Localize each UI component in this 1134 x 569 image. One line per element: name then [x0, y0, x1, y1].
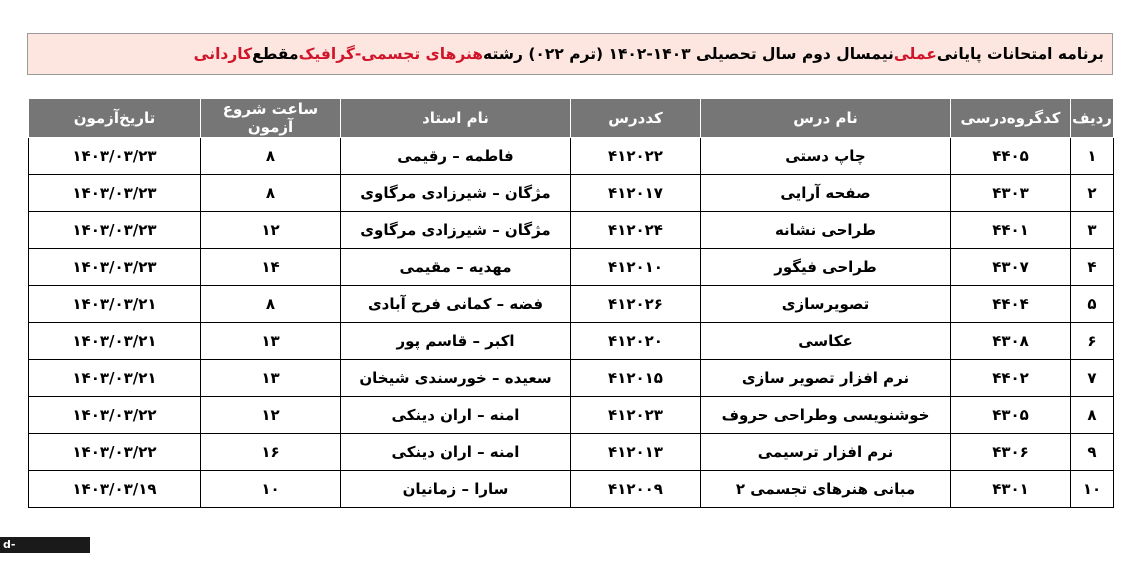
- cell-group-code: ۴۳۰۸: [951, 323, 1071, 360]
- cell-date: ۱۴۰۳/۰۳/۲۳: [29, 175, 201, 212]
- cell-teacher: امنه – اران دینکی: [341, 434, 571, 471]
- table-row: [29, 175, 1114, 212]
- header-course-name: نام درس: [701, 99, 951, 138]
- cell-date: ۱۴۰۳/۰۳/۲۱: [29, 286, 201, 323]
- cell-start-time: ۸: [201, 286, 341, 323]
- cell-course-name: نرم افزار تصویر سازی: [701, 360, 951, 397]
- cell-date: ۱۴۰۳/۰۳/۲۳: [29, 249, 201, 286]
- cell-course-code: ۴۱۲۰۲۳: [571, 397, 701, 434]
- cell-start-time: ۱۳: [201, 360, 341, 397]
- table-row: [29, 212, 1114, 249]
- cell-teacher: مژگان – شیرزادی مرگاوی: [341, 212, 571, 249]
- cell-group-code: ۴۳۰۵: [951, 397, 1071, 434]
- cell-course-name: نرم افزار ترسیمی: [701, 434, 951, 471]
- table-row: [29, 286, 1114, 323]
- cell-row-number: ۱۰: [1071, 471, 1114, 508]
- cell-row-number: ۴: [1071, 249, 1114, 286]
- site-watermark: d-sari.tvu.ac.ir: [0, 537, 90, 553]
- cell-teacher: مهدیه – مقیمی: [341, 249, 571, 286]
- cell-course-name: چاپ دستی: [701, 138, 951, 175]
- table-row: [29, 471, 1114, 508]
- title-part-4: هنرهای تجسمی-گرافیک: [298, 45, 484, 63]
- cell-start-time: ۱۲: [201, 397, 341, 434]
- cell-course-name: خوشنویسی وطراحی حروف: [701, 397, 951, 434]
- header-date: تاریخ‌آزمون: [29, 99, 201, 138]
- page-title: [27, 33, 1113, 75]
- cell-course-code: ۴۱۲۰۱۳: [571, 434, 701, 471]
- cell-course-name: طراحی فیگور: [701, 249, 951, 286]
- cell-start-time: ۱۴: [201, 249, 341, 286]
- cell-teacher: امنه – اران دینکی: [341, 397, 571, 434]
- cell-teacher: اکبر – قاسم پور: [341, 323, 571, 360]
- cell-course-code: ۴۱۲۰۱۷: [571, 175, 701, 212]
- exam-schedule-table: [28, 98, 1114, 508]
- cell-date: ۱۴۰۳/۰۳/۱۹: [29, 471, 201, 508]
- cell-teacher: سعیده – خورسندی شیخان: [341, 360, 571, 397]
- cell-teacher: فضه – کمانی فرح آبادی: [341, 286, 571, 323]
- cell-course-code: ۴۱۲۰۲۶: [571, 286, 701, 323]
- header-row-number: ردیف: [1071, 99, 1114, 138]
- cell-course-name: عکاسی: [701, 323, 951, 360]
- cell-course-name: صفحه آرایی: [701, 175, 951, 212]
- table-row: [29, 138, 1114, 175]
- title-part-5: مقطع: [252, 45, 299, 63]
- title-part-3: نیمسال دوم سال تحصیلی ۱۴۰۳-۱۴۰۲ (ترم ۰۲۲) رشته: [483, 45, 894, 63]
- title-part-6: کاردانی: [193, 45, 253, 63]
- title-part-2: عملی: [893, 45, 937, 63]
- cell-course-name: تصویرسازی: [701, 286, 951, 323]
- header-course-code: کددرس: [571, 99, 701, 138]
- cell-course-name: طراحی نشانه: [701, 212, 951, 249]
- cell-date: ۱۴۰۳/۰۳/۲۲: [29, 434, 201, 471]
- cell-teacher: مژگان – شیرزادی مرگاوی: [341, 175, 571, 212]
- cell-course-name: مبانی هنرهای تجسمی ۲: [701, 471, 951, 508]
- header-teacher: نام استاد: [341, 99, 571, 138]
- cell-start-time: ۸: [201, 175, 341, 212]
- header-start-time: ساعت شروع آزمون: [201, 99, 341, 138]
- cell-row-number: ۵: [1071, 286, 1114, 323]
- cell-course-code: ۴۱۲۰۱۵: [571, 360, 701, 397]
- cell-start-time: ۱۳: [201, 323, 341, 360]
- cell-group-code: ۴۳۰۷: [951, 249, 1071, 286]
- cell-group-code: ۴۳۰۱: [951, 471, 1071, 508]
- cell-group-code: ۴۳۰۶: [951, 434, 1071, 471]
- table-row: [29, 360, 1114, 397]
- cell-date: ۱۴۰۳/۰۳/۲۳: [29, 138, 201, 175]
- cell-teacher: سارا – زمانیان: [341, 471, 571, 508]
- cell-group-code: ۴۴۰۲: [951, 360, 1071, 397]
- cell-start-time: ۱۲: [201, 212, 341, 249]
- cell-course-code: ۴۱۲۰۲۴: [571, 212, 701, 249]
- cell-row-number: ۹: [1071, 434, 1114, 471]
- cell-start-time: ۸: [201, 138, 341, 175]
- cell-row-number: ۳: [1071, 212, 1114, 249]
- cell-teacher: فاطمه – رقیمی: [341, 138, 571, 175]
- cell-row-number: ۷: [1071, 360, 1114, 397]
- cell-row-number: ۱: [1071, 138, 1114, 175]
- cell-row-number: ۲: [1071, 175, 1114, 212]
- cell-row-number: ۶: [1071, 323, 1114, 360]
- cell-group-code: ۴۴۰۱: [951, 212, 1071, 249]
- cell-start-time: ۱۶: [201, 434, 341, 471]
- table-row: [29, 323, 1114, 360]
- table-row: [29, 249, 1114, 286]
- cell-group-code: ۴۳۰۳: [951, 175, 1071, 212]
- cell-course-code: ۴۱۲۰۲۲: [571, 138, 701, 175]
- cell-date: ۱۴۰۳/۰۳/۲۳: [29, 212, 201, 249]
- table-row: [29, 397, 1114, 434]
- cell-start-time: ۱۰: [201, 471, 341, 508]
- cell-date: ۱۴۰۳/۰۳/۲۱: [29, 360, 201, 397]
- table-header-row: [29, 99, 1114, 138]
- cell-course-code: ۴۱۲۰۰۹: [571, 471, 701, 508]
- cell-row-number: ۸: [1071, 397, 1114, 434]
- cell-group-code: ۴۴۰۴: [951, 286, 1071, 323]
- cell-course-code: ۴۱۲۰۲۰: [571, 323, 701, 360]
- cell-course-code: ۴۱۲۰۱۰: [571, 249, 701, 286]
- header-group-code: کدگروه‌درسی: [951, 99, 1071, 138]
- cell-date: ۱۴۰۳/۰۳/۲۱: [29, 323, 201, 360]
- title-part-1: برنامه امتحانات پایانی: [936, 45, 1104, 63]
- table-row: [29, 434, 1114, 471]
- cell-group-code: ۴۴۰۵: [951, 138, 1071, 175]
- cell-date: ۱۴۰۳/۰۳/۲۲: [29, 397, 201, 434]
